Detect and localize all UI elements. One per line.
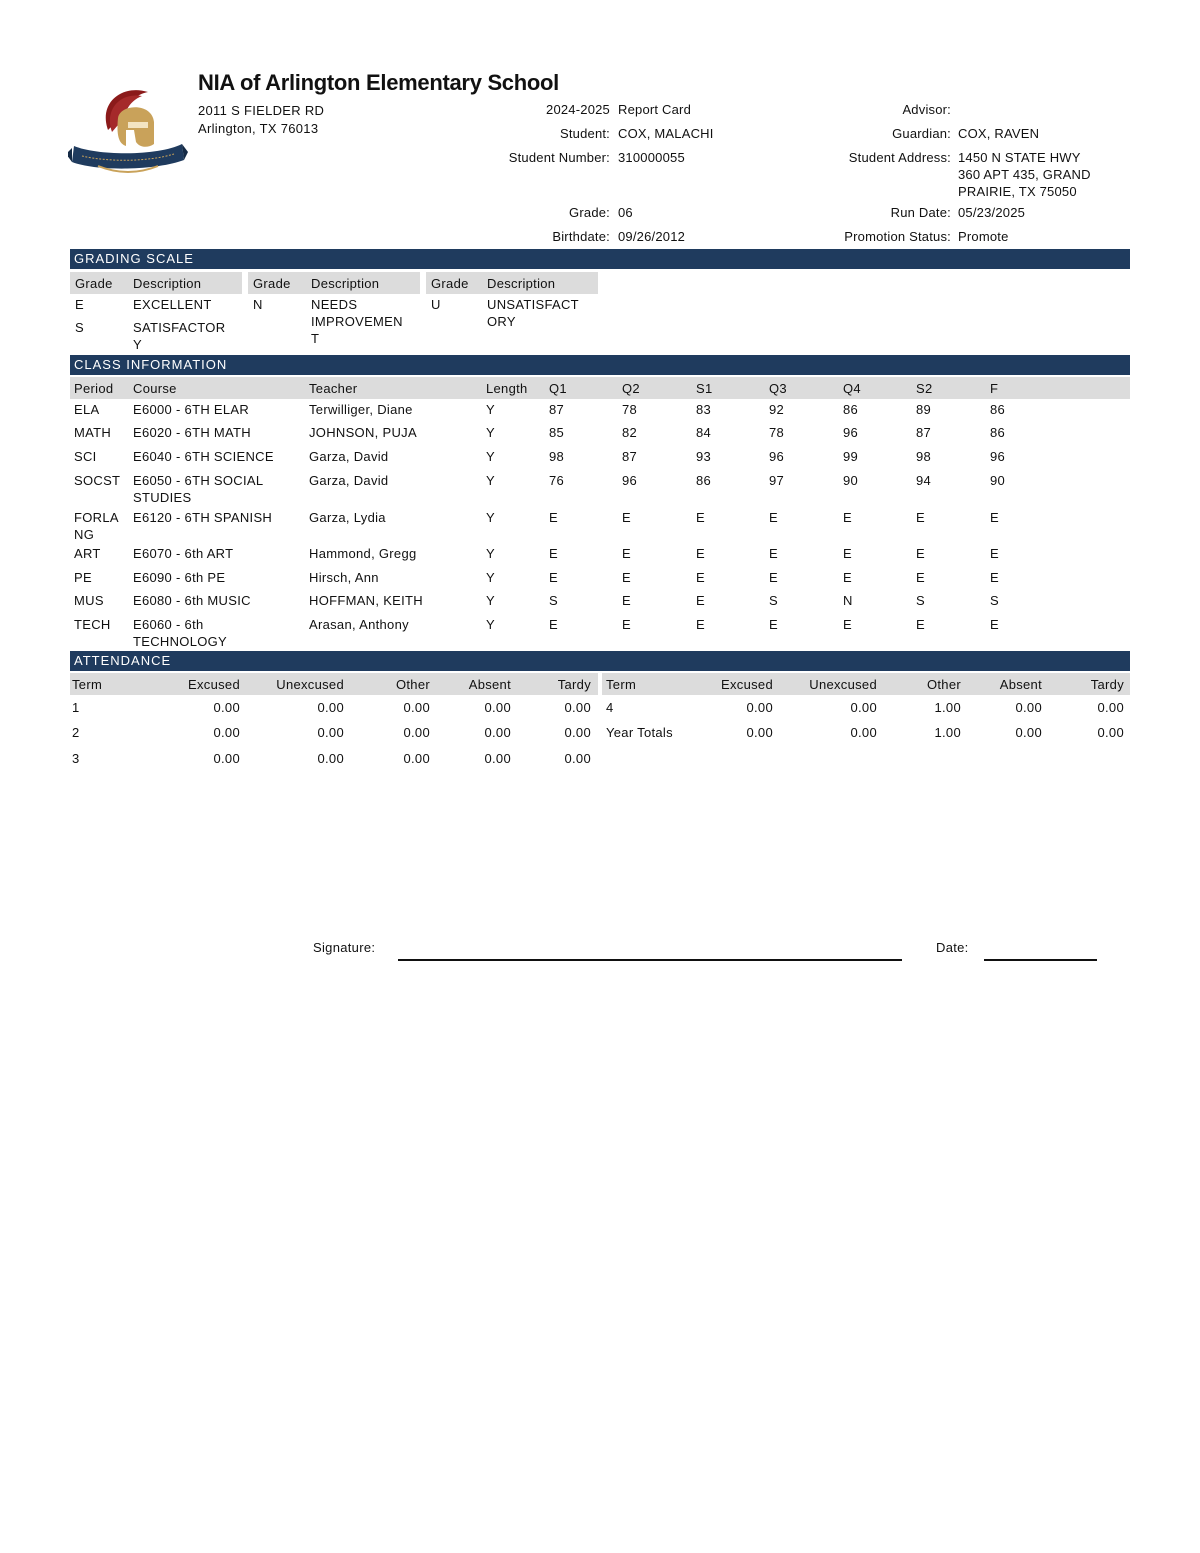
student-name: COX, MALACHI xyxy=(618,126,714,141)
class-header-teacher: Teacher xyxy=(309,381,358,396)
gs-desc-e: EXCELLENT xyxy=(133,297,212,312)
gs-desc-header-3: Description xyxy=(487,276,556,291)
class-row-art-q4: E xyxy=(843,546,852,561)
class-row-tech-s1: E xyxy=(696,617,705,632)
class-row-mus-f: S xyxy=(990,593,999,608)
class-row-pe-course: E6090 - 6th PE xyxy=(133,570,226,585)
att-left-row-2-absent: 0.00 xyxy=(484,751,511,766)
att-right-row-1-unexcused: 0.00 xyxy=(850,725,877,740)
birthdate-value: 09/26/2012 xyxy=(618,229,686,244)
class-row-sci-q3: 96 xyxy=(769,449,785,464)
class-row-mus-s1: E xyxy=(696,593,705,608)
school-address-line2: Arlington, TX 76013 xyxy=(198,121,319,136)
class-row-sci-course: E6040 - 6TH SCIENCE xyxy=(133,449,274,464)
signature-label: Signature: xyxy=(313,940,376,955)
class-row-forla-q3: E xyxy=(769,510,778,525)
class-row-mus-s2: S xyxy=(916,593,925,608)
student-number: 310000055 xyxy=(618,150,685,165)
class-row-mus-period: MUS xyxy=(74,593,104,608)
gs-desc-u-line2: ORY xyxy=(487,314,516,329)
run-date-label: Run Date: xyxy=(890,205,951,220)
att-left-row-0-tardy: 0.00 xyxy=(564,700,591,715)
class-row-tech-q1: E xyxy=(549,617,558,632)
att-left-row-0-excused: 0.00 xyxy=(213,700,240,715)
att-right-row-0-unexcused: 0.00 xyxy=(850,700,877,715)
class-row-pe-length: Y xyxy=(486,570,495,585)
att-right-row-0-tardy: 0.00 xyxy=(1097,700,1124,715)
class-row-sci-s2: 98 xyxy=(916,449,932,464)
att-left-row-2-excused: 0.00 xyxy=(213,751,240,766)
class-row-socst-q4: 90 xyxy=(843,473,859,488)
class-row-tech-length: Y xyxy=(486,617,495,632)
att-header-absent-right: Absent xyxy=(999,677,1042,692)
gs-grade-n: N xyxy=(253,297,263,312)
att-right-row-0-absent: 0.00 xyxy=(1015,700,1042,715)
class-row-tech-s2: E xyxy=(916,617,925,632)
birthdate-label: Birthdate: xyxy=(552,229,610,244)
class-row-pe-s1: E xyxy=(696,570,705,585)
att-right-row-0-excused: 0.00 xyxy=(746,700,773,715)
class-row-forla-q2: E xyxy=(622,510,631,525)
class-row-socst-f: 90 xyxy=(990,473,1006,488)
class-row-pe-teacher: Hirsch, Ann xyxy=(309,570,379,585)
class-row-math-q4: 96 xyxy=(843,425,859,440)
att-left-row-2-other: 0.00 xyxy=(403,751,430,766)
att-header-tardy-right: Tardy xyxy=(1090,677,1124,692)
class-row-sci-period: SCI xyxy=(74,449,97,464)
student-address-label: Student Address: xyxy=(848,150,951,165)
att-header-unexcused-right: Unexcused xyxy=(809,677,877,692)
att-header-other-left: Other xyxy=(395,677,430,692)
class-row-art-q3: E xyxy=(769,546,778,561)
gs-desc-u-line1: UNSATISFACT xyxy=(487,297,579,312)
class-header-course: Course xyxy=(133,381,177,396)
student-number-label: Student Number: xyxy=(508,150,610,165)
att-right-row-1-term: Year Totals xyxy=(606,725,673,740)
class-header-s2: S2 xyxy=(916,381,933,396)
class-row-forla-s2: E xyxy=(916,510,925,525)
gs-grade-header-1: Grade xyxy=(75,276,113,291)
class-row-math-q1: 85 xyxy=(549,425,565,440)
student-address-line1: 1450 N STATE HWY xyxy=(958,150,1081,165)
att-left-row-0-other: 0.00 xyxy=(403,700,430,715)
class-row-ela-period: ELA xyxy=(74,402,100,417)
student-address-line2: 360 APT 435, GRAND xyxy=(958,167,1091,182)
grading-scale-bar: GRADING SCALE xyxy=(70,249,1130,269)
class-row-ela-q4: 86 xyxy=(843,402,859,417)
class-row-mus-q4: N xyxy=(843,593,853,608)
att-header-excused-left: Excused xyxy=(188,677,240,692)
year-value: Report Card xyxy=(618,102,692,117)
class-row-math-q2: 82 xyxy=(622,425,638,440)
student-label: Student: xyxy=(559,126,610,141)
class-row-socst-q3: 97 xyxy=(769,473,785,488)
class-row-socst-q2: 96 xyxy=(622,473,638,488)
gs-desc-header-1: Description xyxy=(133,276,202,291)
att-left-row-1-unexcused: 0.00 xyxy=(317,725,344,740)
class-row-socst-s1: 86 xyxy=(696,473,712,488)
class-row-art-course: E6070 - 6th ART xyxy=(133,546,234,561)
class-row-ela-f: 86 xyxy=(990,402,1006,417)
class-row-ela-teacher: Terwilliger, Diane xyxy=(309,402,413,417)
att-header-absent-left: Absent xyxy=(468,677,511,692)
class-row-forla-q4: E xyxy=(843,510,852,525)
class-row-forla-period-line2: NG xyxy=(74,527,95,542)
class-row-math-period: MATH xyxy=(74,425,112,440)
att-left-row-1-absent: 0.00 xyxy=(484,725,511,740)
class-row-art-q2: E xyxy=(622,546,631,561)
class-row-socst-teacher: Garza, David xyxy=(309,473,389,488)
school-logo xyxy=(68,82,188,178)
class-row-math-course: E6020 - 6TH MATH xyxy=(133,425,251,440)
date-label: Date: xyxy=(936,940,969,955)
class-row-art-length: Y xyxy=(486,546,495,561)
class-row-math-f: 86 xyxy=(990,425,1006,440)
att-right-row-1-tardy: 0.00 xyxy=(1097,725,1124,740)
class-row-pe-q3: E xyxy=(769,570,778,585)
class-row-socst-course-line2: STUDIES xyxy=(133,490,192,505)
advisor-label: Advisor: xyxy=(902,102,951,117)
class-row-sci-q4: 99 xyxy=(843,449,859,464)
class-row-sci-f: 96 xyxy=(990,449,1006,464)
att-left-row-2-unexcused: 0.00 xyxy=(317,751,344,766)
class-row-art-s1: E xyxy=(696,546,705,561)
class-row-forla-teacher: Garza, Lydia xyxy=(309,510,386,525)
guardian-label: Guardian: xyxy=(892,126,951,141)
school-name: NIA of Arlington Elementary School xyxy=(198,70,559,95)
gs-desc-s-line1: SATISFACTOR xyxy=(133,320,226,335)
class-header-period: Period xyxy=(74,381,114,396)
class-row-math-s1: 84 xyxy=(696,425,712,440)
class-row-tech-q2: E xyxy=(622,617,631,632)
class-header-q1: Q1 xyxy=(549,381,567,396)
att-header-unexcused-left: Unexcused xyxy=(276,677,344,692)
class-header-q2: Q2 xyxy=(622,381,640,396)
class-row-sci-q2: 87 xyxy=(622,449,638,464)
class-row-math-length: Y xyxy=(486,425,495,440)
class-row-math-s2: 87 xyxy=(916,425,932,440)
class-header-s1: S1 xyxy=(696,381,713,396)
class-header-length: Length xyxy=(486,381,528,396)
class-row-art-period: ART xyxy=(74,546,101,561)
class-row-forla-f: E xyxy=(990,510,999,525)
class-row-tech-period: TECH xyxy=(74,617,111,632)
class-row-art-f: E xyxy=(990,546,999,561)
class-row-art-q1: E xyxy=(549,546,558,561)
date-line[interactable] xyxy=(984,959,1097,961)
class-row-ela-q2: 78 xyxy=(622,402,638,417)
class-row-tech-teacher: Arasan, Anthony xyxy=(309,617,409,632)
att-header-tardy-left: Tardy xyxy=(557,677,591,692)
att-left-row-0-term: 1 xyxy=(72,700,80,715)
school-address-line1: 2011 S FIELDER RD xyxy=(198,103,325,118)
class-row-pe-period: PE xyxy=(74,570,92,585)
class-row-mus-q1: S xyxy=(549,593,558,608)
att-header-term-right: Term xyxy=(606,677,637,692)
class-row-socst-length: Y xyxy=(486,473,495,488)
class-row-pe-q4: E xyxy=(843,570,852,585)
class-row-tech-f: E xyxy=(990,617,999,632)
att-left-row-1-tardy: 0.00 xyxy=(564,725,591,740)
run-date-value: 05/23/2025 xyxy=(958,205,1026,220)
class-row-mus-teacher: HOFFMAN, KEITH xyxy=(309,593,423,608)
att-right-row-1-excused: 0.00 xyxy=(746,725,773,740)
grade-label: Grade: xyxy=(569,205,610,220)
class-row-ela-s1: 83 xyxy=(696,402,712,417)
class-row-sci-q1: 98 xyxy=(549,449,565,464)
promotion-status-value: Promote xyxy=(958,229,1009,244)
class-row-tech-course-line2: TECHNOLOGY xyxy=(133,634,228,649)
class-row-pe-s2: E xyxy=(916,570,925,585)
class-row-forla-period: FORLA xyxy=(74,510,119,525)
att-left-row-0-unexcused: 0.00 xyxy=(317,700,344,715)
att-header-excused-right: Excused xyxy=(721,677,773,692)
year-label: 2024-2025 xyxy=(546,102,610,117)
class-row-sci-s1: 93 xyxy=(696,449,712,464)
gs-grade-e: E xyxy=(75,297,84,312)
att-left-row-1-excused: 0.00 xyxy=(213,725,240,740)
att-header-term-left: Term xyxy=(72,677,103,692)
att-left-row-0-absent: 0.00 xyxy=(484,700,511,715)
class-row-ela-s2: 89 xyxy=(916,402,932,417)
class-row-pe-f: E xyxy=(990,570,999,585)
class-header-q3: Q3 xyxy=(769,381,787,396)
class-row-sci-teacher: Garza, David xyxy=(309,449,389,464)
class-header-f: F xyxy=(990,381,999,396)
guardian-value: COX, RAVEN xyxy=(958,126,1040,141)
class-row-mus-length: Y xyxy=(486,593,495,608)
att-header-other-right: Other xyxy=(926,677,961,692)
class-header-row xyxy=(70,377,1130,399)
gs-grade-s: S xyxy=(75,320,84,335)
gs-grade-u: U xyxy=(431,297,441,312)
gs-grade-header-2: Grade xyxy=(253,276,291,291)
class-row-socst-course: E6050 - 6TH SOCIAL xyxy=(133,473,264,488)
class-row-socst-s2: 94 xyxy=(916,473,932,488)
class-row-tech-course: E6060 - 6th xyxy=(133,617,204,632)
att-left-row-2-tardy: 0.00 xyxy=(564,751,591,766)
class-row-tech-q3: E xyxy=(769,617,778,632)
class-row-mus-course: E6080 - 6th MUSIC xyxy=(133,593,251,608)
gs-desc-s-line2: Y xyxy=(133,337,142,352)
promotion-status-label: Promotion Status: xyxy=(844,229,951,244)
att-right-row-0-other: 1.00 xyxy=(934,700,961,715)
class-row-ela-q3: 92 xyxy=(769,402,785,417)
class-row-art-teacher: Hammond, Gregg xyxy=(309,546,417,561)
class-row-tech-q4: E xyxy=(843,617,852,632)
class-row-sci-length: Y xyxy=(486,449,495,464)
class-row-ela-q1: 87 xyxy=(549,402,565,417)
class-row-socst-q1: 76 xyxy=(549,473,565,488)
class-row-socst-period: SOCST xyxy=(74,473,121,488)
class-row-ela-course: E6000 - 6TH ELAR xyxy=(133,402,250,417)
class-information-bar: CLASS INFORMATION xyxy=(70,355,1130,375)
class-row-pe-q1: E xyxy=(549,570,558,585)
class-row-math-teacher: JOHNSON, PUJA xyxy=(309,425,417,440)
gs-desc-n-line1: NEEDS xyxy=(311,297,358,312)
class-row-pe-q2: E xyxy=(622,570,631,585)
att-left-row-1-term: 2 xyxy=(72,725,80,740)
class-row-forla-length: Y xyxy=(486,510,495,525)
class-row-mus-q3: S xyxy=(769,593,778,608)
student-address-line3: PRAIRIE, TX 75050 xyxy=(958,184,1077,199)
gs-desc-n-line2: IMPROVEMEN xyxy=(311,314,403,329)
class-row-forla-course: E6120 - 6TH SPANISH xyxy=(133,510,273,525)
gs-grade-header-3: Grade xyxy=(431,276,469,291)
att-left-row-2-term: 3 xyxy=(72,751,80,766)
att-right-row-0-term: 4 xyxy=(606,700,614,715)
class-row-mus-q2: E xyxy=(622,593,631,608)
att-right-row-1-other: 1.00 xyxy=(934,725,961,740)
class-row-ela-length: Y xyxy=(486,402,495,417)
class-row-math-q3: 78 xyxy=(769,425,785,440)
class-header-q4: Q4 xyxy=(843,381,861,396)
att-left-row-1-other: 0.00 xyxy=(403,725,430,740)
gs-desc-header-2: Description xyxy=(311,276,380,291)
class-row-art-s2: E xyxy=(916,546,925,561)
grade-value: 06 xyxy=(618,205,633,220)
class-row-forla-q1: E xyxy=(549,510,558,525)
att-right-row-1-absent: 0.00 xyxy=(1015,725,1042,740)
signature-line[interactable] xyxy=(398,959,902,961)
class-row-forla-s1: E xyxy=(696,510,705,525)
attendance-bar: ATTENDANCE xyxy=(70,651,1130,671)
gs-desc-n-line3: T xyxy=(311,331,320,346)
